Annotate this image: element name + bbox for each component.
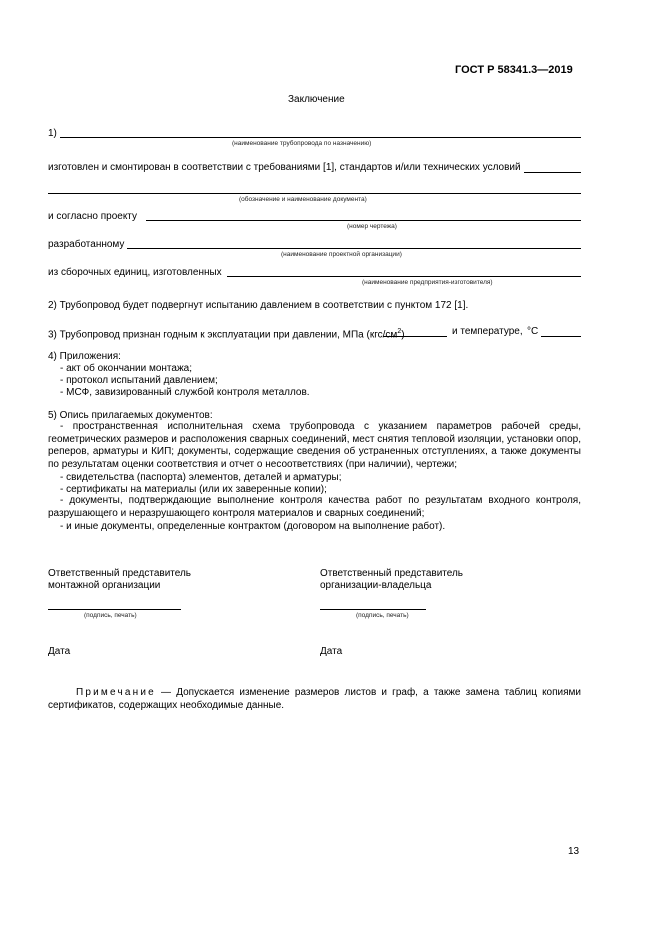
field-1-label: 1) [48, 128, 57, 139]
field-2-line-b[interactable] [48, 193, 581, 194]
field-2-caption: (обозначение и наименование документа) [239, 196, 367, 203]
item-3-part1: 3) Трубопровод признан годным к эксплуатации при давлении, МПа (кгс/см [48, 329, 398, 341]
note-text: — Допускается изменение размеров листов и граф, а также замена таблиц копиями сертификатов, содержащих необходимые данные. [48, 687, 581, 711]
left-signature-caption: (подпись, печать) [84, 612, 137, 619]
item-3-unit: °С [527, 326, 539, 337]
item-2-text: 2) Трубопровод будет подвергнут испытанию давлением в соответствии с пунктом 172 [1]. [48, 300, 469, 311]
right-date-label: Дата [320, 646, 343, 657]
item-3-temperature-line[interactable] [541, 336, 581, 337]
field-5-label: из сборочных единиц, изготовленных [48, 267, 222, 278]
field-3-caption: (номер чертежа) [347, 223, 397, 230]
left-signatory-line1: Ответственный представитель [48, 568, 192, 579]
field-1-line[interactable] [60, 137, 581, 138]
field-5-caption: (наименование предприятия-изготовителя) [362, 279, 493, 286]
right-signature-line[interactable] [320, 609, 426, 610]
item-3-text [48, 325, 405, 341]
item-5-heading: 5) Опись прилагаемых документов: [48, 410, 213, 421]
note-label: Примечание [76, 687, 156, 698]
document-title: Заключение [288, 94, 345, 105]
item-4-entry: - протокол испытаний давлением; [60, 375, 218, 386]
item-4-entry: - МСФ, завизированный службой контроля металлов. [60, 387, 310, 398]
item-3-pressure-line[interactable] [383, 336, 447, 337]
item-3-sup: 2 [397, 328, 402, 335]
item-5-paragraph-2: - свидетельства (паспорта) элементов, деталей и арматуры; [60, 472, 342, 483]
left-signatory-line2: монтажной организации [48, 580, 161, 591]
item-5-paragraph-3: - сертификаты на материалы (или их заверенные копии); [60, 484, 327, 495]
item-3-part2: ) [401, 329, 405, 341]
right-signature-caption: (подпись, печать) [356, 612, 409, 619]
item-3-temperature-label: и температуре, [452, 326, 523, 337]
field-4-line[interactable] [127, 248, 581, 249]
left-signature-line[interactable] [48, 609, 181, 610]
field-4-caption: (наименование проектной организации) [281, 251, 402, 258]
left-date-label: Дата [48, 646, 71, 657]
field-5-line[interactable] [227, 276, 581, 277]
note-paragraph [48, 687, 581, 712]
field-1-caption: (наименование трубопровода по назначению) [232, 140, 372, 147]
item-4-entry: - акт об окончании монтажа; [60, 363, 192, 374]
item-4-heading: 4) Приложения: [48, 351, 121, 362]
field-4-label: разработанному [48, 239, 125, 250]
page-number: 13 [568, 846, 580, 857]
field-3-label: и согласно проекту [48, 211, 138, 222]
item-5-paragraph-1: - пространственная исполнительная схема трубопровода с указанием параметров рабочей среды, геометрических размеров и расположения сварных соединений, мест снятия тепловой изоляции, установки опор, реперов, арматуры и КИП; документы, содержащие сведения об устраненных отступлениях, а также документы по результатам оценки соответствия и отчет о несоответствиях (при наличии), чертежи; [48, 421, 581, 470]
field-2-label: изготовлен и смонтирован в соответствии с требованиями [1], стандартов и/или технических условий [48, 162, 521, 173]
item-5-paragraph-4: - документы, подтверждающие выполнение контроля качества работ по результатам входного контроля, разрушающего и неразрушающего контроля материалов и сварных соединений; [48, 495, 581, 519]
field-3-line[interactable] [146, 220, 581, 221]
right-signatory-line2: организации-владельца [320, 580, 432, 591]
right-signatory-line1: Ответственный представитель [320, 568, 464, 579]
field-2-line-a[interactable] [524, 172, 581, 173]
standard-header: ГОСТ Р 58341.3—2019 [455, 64, 573, 76]
item-5-paragraph-5: - и иные документы, определенные контрактом (договором на выполнение работ). [60, 521, 446, 532]
